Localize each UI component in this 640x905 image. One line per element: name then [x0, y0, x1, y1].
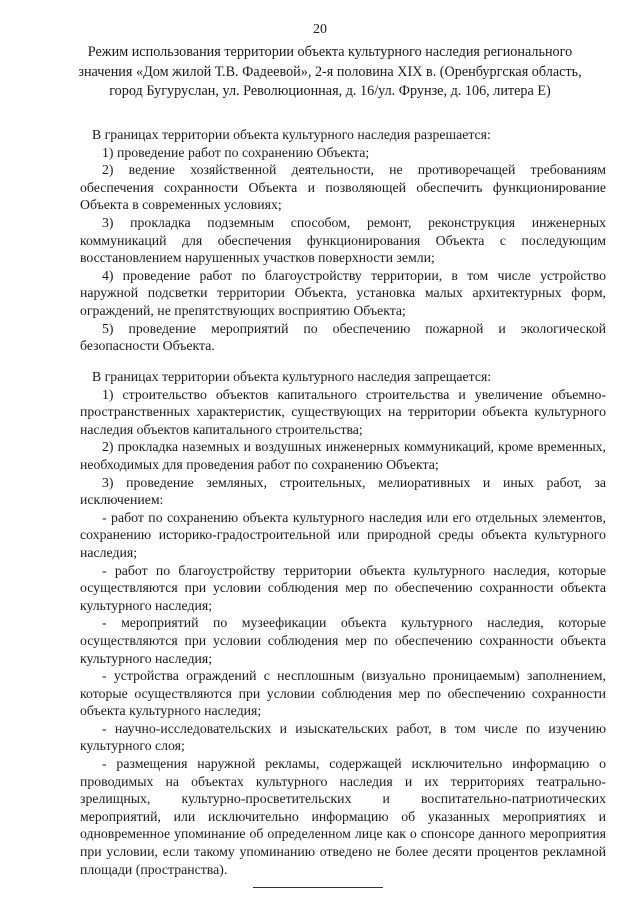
forbidden-subitem: - размещения наружной рекламы, содержащей исключительно информацию о проводимых на объектах культурного наследия и их территориях театрально-зрелищных, культурно-просветительских и воспитательно-патриотических мероприятий, или исключительно информацию об указанных мероприятиях и одновременное упоминание об определенном лице как о спонсоре данного мероприятия при условии, если такому упоминанию отведено не более десяти процентов рекламной площади (пространства).: [80, 756, 606, 877]
forbidden-subitem: - работ по благоустройству территории объекта культурного наследия, которые осуществляются при условии соблюдения мер по обеспечению сохранности объекта культурного наследия;: [80, 562, 606, 613]
allowed-item: 4) проведение работ по благоустройству территории, в том числе устройство наружной подсветки территории Объекта, установка малых архитектурных форм, ограждений, не препятствующих восприятию Объекта;: [80, 267, 606, 318]
forbidden-item: 1) строительство объектов капитального строительства и увеличение объемно-пространственных характеристик, существующих на территории объекта культурного наследия объектов капитального строительства;: [80, 386, 606, 437]
forbidden-subitem: - устройства ограждений с несплошным (визуально проницаемым) заполнением, которые осуществляются при условии соблюдения мер по обеспечению сохранности объекта культурного наследия;: [80, 668, 606, 719]
forbidden-item: 2) прокладка наземных и воздушных инженерных коммуникаций, кроме временных, необходимых для проведения работ по сохранению Объекта;: [80, 439, 606, 472]
forbidden-heading: В границах территории объекта культурного наследия запрещается:: [92, 369, 492, 384]
allowed-section: [80, 126, 606, 355]
allowed-item: 1) проведение работ по сохранению Объекта;: [102, 144, 370, 160]
forbidden-subitem: - мероприятий по музеефикации объекта культурного наследия, которые осуществляются при условии соблюдения мер по обеспечению сохранности объекта культурного наследия;: [80, 615, 606, 666]
footer-divider: [253, 887, 383, 888]
forbidden-section: [80, 368, 606, 878]
forbidden-item: 3) проведение земляных, строительных, мелиоративных и иных работ, за исключением:: [80, 474, 606, 508]
allowed-item: 3) прокладка подземным способом, ремонт, реконструкция инженерных коммуникаций для обеспечения функционирования Объекта с последующим восстановлением нарушенных участков поверхности земли;: [80, 214, 606, 266]
allowed-heading: В границах территории объекта культурного наследия разрешается:: [92, 127, 491, 142]
forbidden-subitem: - работ по сохранению объекта культурного наследия или его отдельных элементов, сохранению историко-градостроительной или природной среды объекта культурного наследия;: [80, 509, 606, 560]
page-number: 20: [313, 22, 327, 37]
forbidden-subitem: - научно-исследовательских и изыскательских работ, в том числе по изучению культурного слоя;: [80, 720, 606, 754]
allowed-item: 2) ведение хозяйственной деятельности, не противоречащей требованиям обеспечения сохранности Объекта и позволяющей обеспечить функционирование Объекта в современных условиях;: [80, 162, 606, 213]
allowed-item: 5) проведение мероприятий по обеспечению пожарной и экологической безопасности Объекта.: [80, 320, 606, 354]
document-title: Режим использования территории объекта культурного наследия регионального значения «Дом жилой Т.В. Фадеевой», 2-я половина XIX в. (Оренбургская область, город Бугуруслан, ул. Революционная, д. 16/ул. Фрунзе, д. 106, литера Е): [78, 44, 582, 99]
